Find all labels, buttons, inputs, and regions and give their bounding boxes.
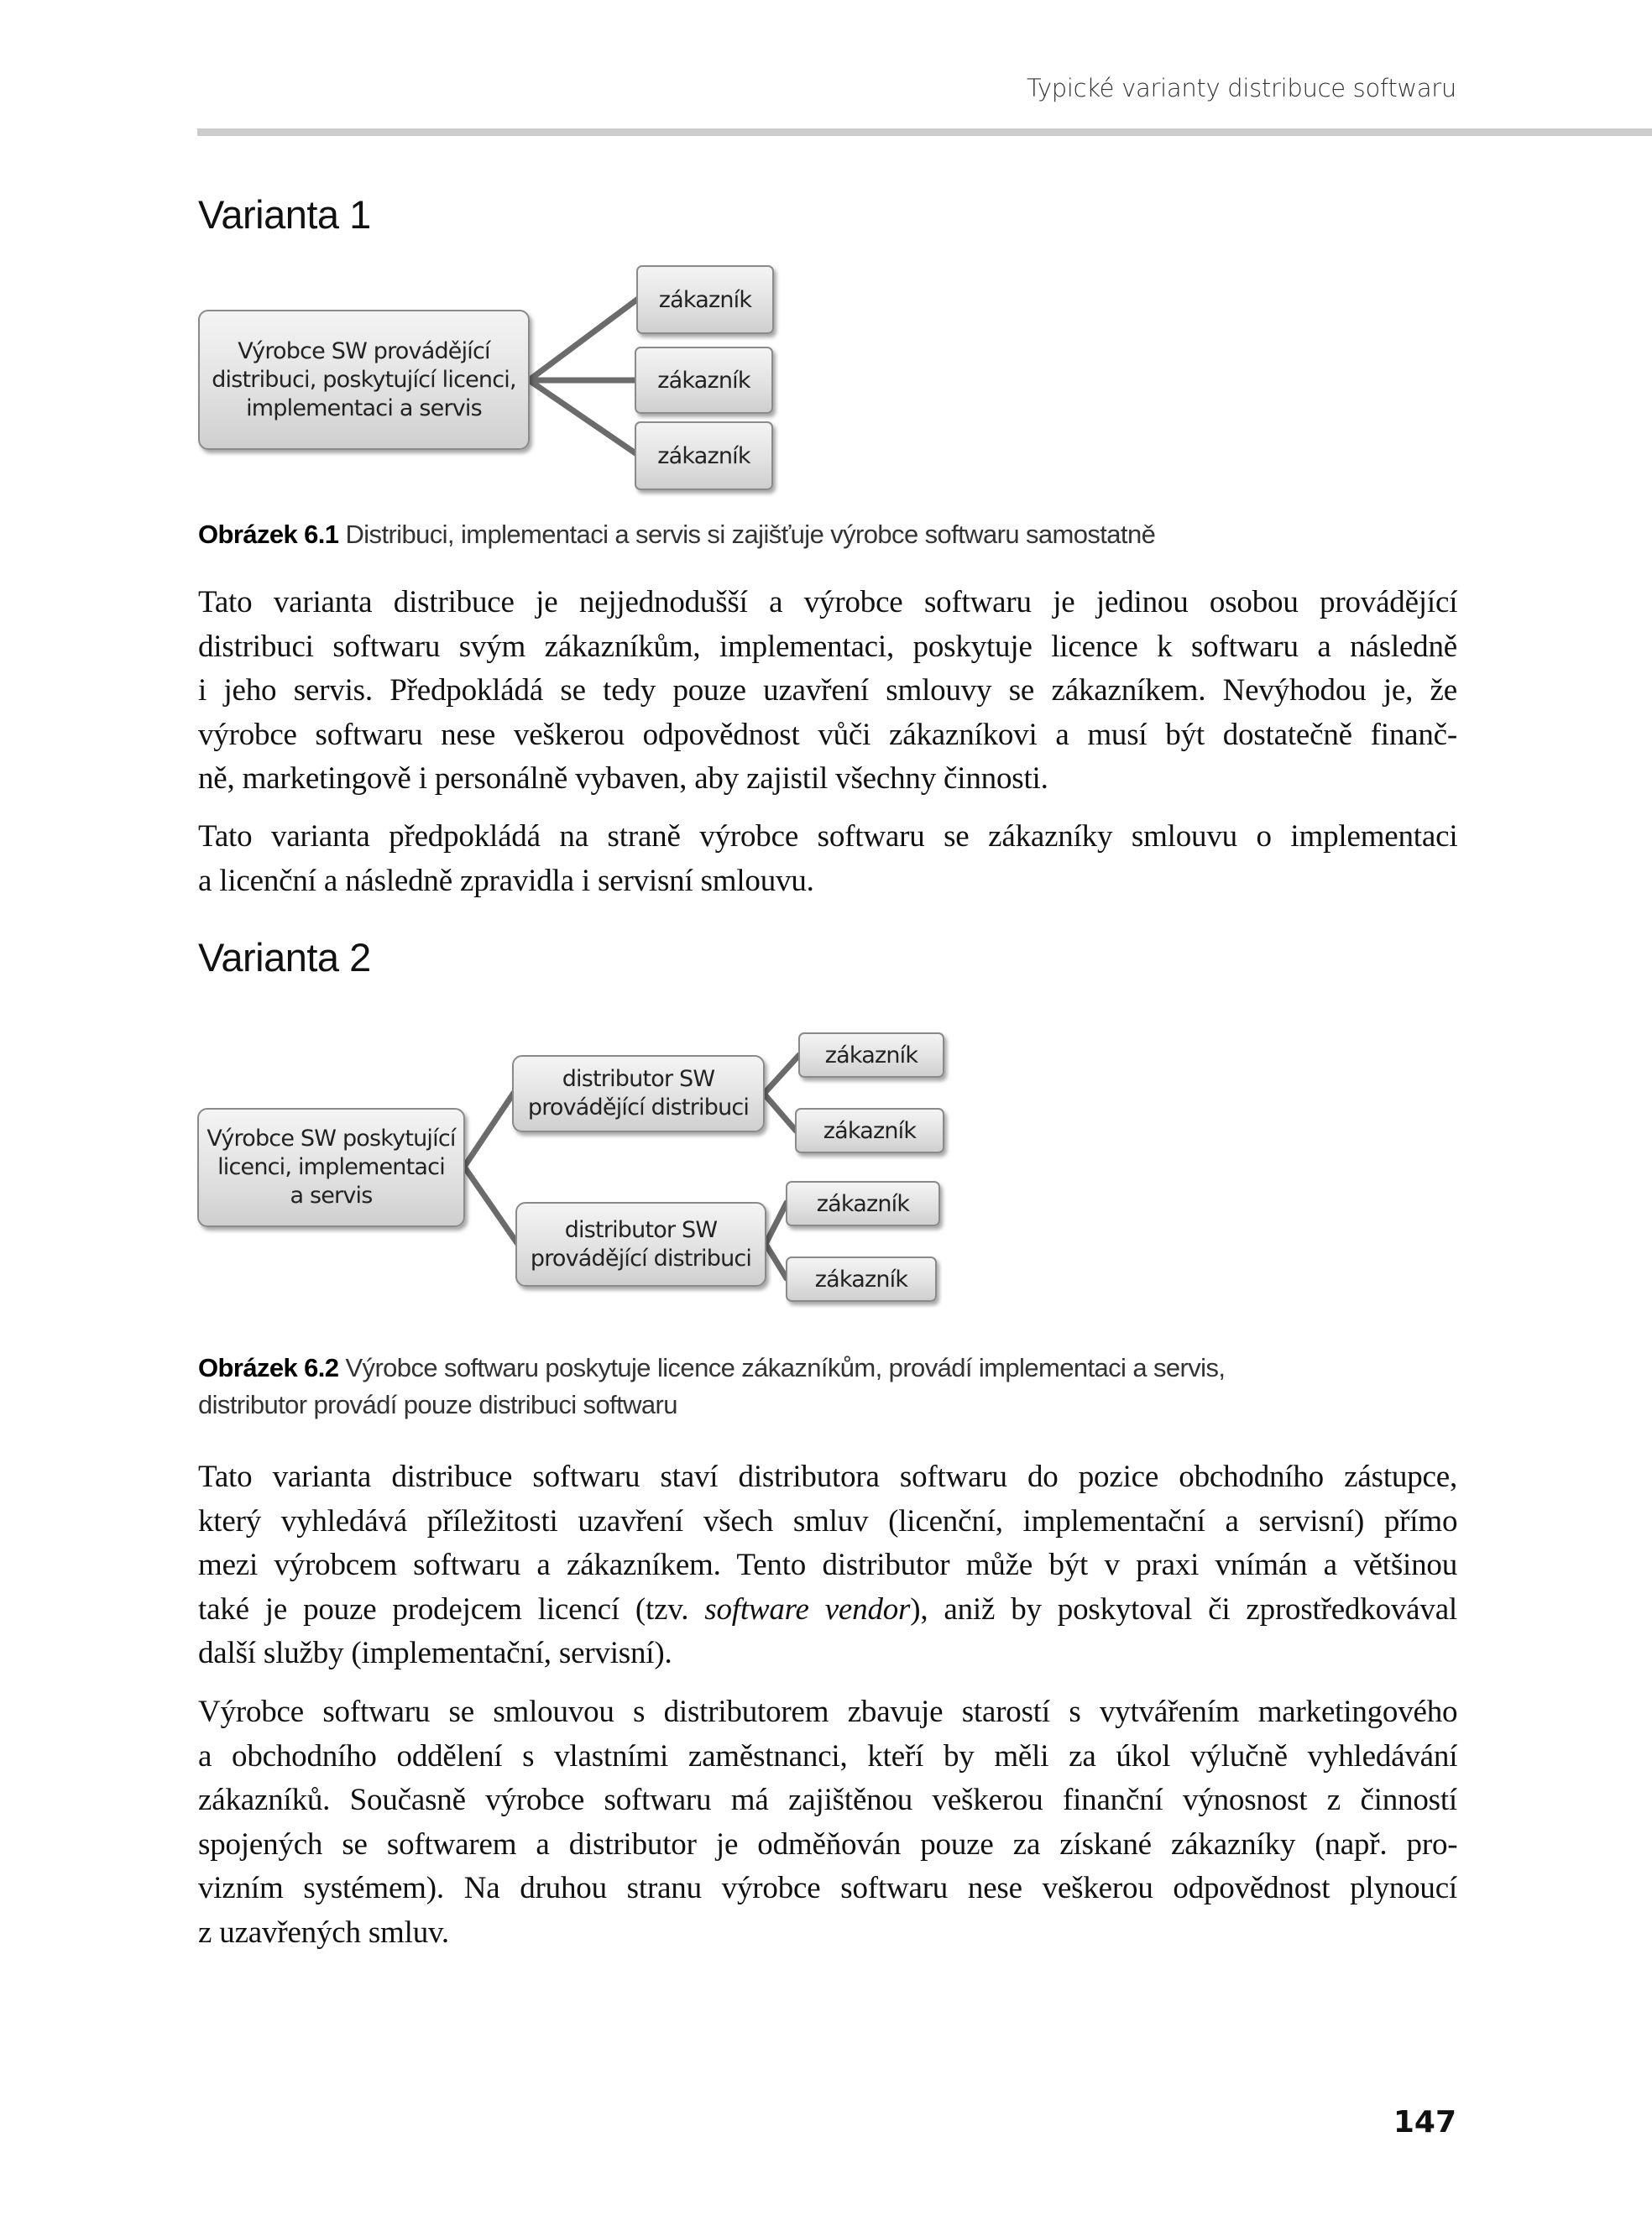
text-line — [198, 1588, 1457, 1633]
v2-customer-label-2: zákazník — [823, 1117, 917, 1144]
connector-v1-customer-3 — [529, 380, 638, 455]
v2-customer-box-2 — [795, 1108, 944, 1153]
caption-label: Obrázek 6.1 — [198, 520, 339, 549]
connector-v2-distributor-2 — [464, 1167, 517, 1243]
v2-customer-label-1: zákazník — [824, 1042, 918, 1068]
text-line: mezi výrobcem softwaru a zákazníkem. Tento distributor může být v praxi vnímán a většinou — [198, 1548, 1458, 1582]
text-line: Tato varianta distribuce softwaru staví distributora softwaru do pozice obchodního zástupce, — [198, 1460, 1457, 1494]
text-line: další služby (implementační, servisní). — [198, 1636, 672, 1670]
v2-source-line-3: a servis — [290, 1183, 373, 1209]
connector-v2-d2-customer-1 — [766, 1203, 787, 1244]
v2-customer-box-3 — [786, 1181, 940, 1226]
v1-customer-label-1: zákazník — [658, 286, 752, 313]
v1-source-box — [198, 310, 530, 450]
paragraph-v2-1 — [198, 1455, 1457, 1676]
connector-v2-distributor-1 — [464, 1093, 514, 1167]
figure-caption-6-1 — [198, 516, 1457, 553]
v2-customer-label-4: zákazník — [814, 1266, 908, 1293]
distributor-line-1: distributor SW — [562, 1066, 715, 1092]
distributor-line-2: provádějící distribuci — [527, 1095, 750, 1121]
text-line: ně, marketingově i personálně vybaven, aby zajistil všechny činnosti. — [198, 761, 1048, 796]
text-segment: ), aniž by poskytoval či zprostředkovával — [910, 1591, 1458, 1627]
v1-customer-box-3 — [635, 421, 773, 490]
text-line: Tato varianta předpokládá na straně výrobce softwaru se zákazníky smlouvu o implementaci — [198, 819, 1458, 854]
paragraph-v1-2 — [198, 815, 1457, 903]
running-header-title: Typické varianty distribuce softwaru — [1026, 74, 1456, 102]
text-line: Výrobce softwaru se smlouvou s distributorem zbavuje starostí s vytvářením marketingového — [198, 1695, 1458, 1729]
text-line: který vyhledává příležitosti uzavření všech smluv (licenční, implementační a servisní) přímo — [198, 1503, 1458, 1539]
caption-text-line-1: Výrobce softwaru poskytuje licence zákazníkům, provádí implementaci a servis, — [345, 1353, 1226, 1382]
caption-text: Distribuci, implementaci a servis si zajišťuje výrobce softwaru samostatně — [345, 520, 1156, 549]
paragraph-v1-1 — [198, 581, 1457, 802]
section-heading-variant-2: Varianta 2 — [198, 935, 371, 980]
connector-v2-d1-customer-1 — [764, 1055, 799, 1094]
connector-v1-customer-1 — [529, 299, 638, 380]
italic-term: software vendor — [704, 1591, 911, 1627]
section-heading-variant-1: Varianta 1 — [198, 192, 371, 237]
v2-customer-box-1 — [798, 1032, 944, 1078]
v2-customer-box-4 — [786, 1257, 937, 1302]
v1-source-line-1: Výrobce SW provádějící — [238, 337, 490, 364]
text-line: distribuci softwaru svým zákazníkům, implementaci, poskytuje licence k softwaru a následně — [198, 629, 1457, 664]
figure-caption-6-2 — [198, 1350, 1457, 1424]
text-line: spojených se softwarem a distributor je odměňován pouze za získané zákazníky (např. pro- — [198, 1826, 1458, 1862]
v1-customer-box-2 — [635, 347, 773, 414]
text-line: vizním systémem). Na druhou stranu výrobce softwaru nese veškerou odpovědnost plynoucí — [198, 1871, 1457, 1905]
page-number: 147 — [1393, 2105, 1456, 2140]
distributor-line-1: distributor SW — [564, 1216, 718, 1243]
v1-customer-label-2: zákazník — [657, 367, 750, 394]
caption-text-line-2: distributor provádí pouze distribuci softwaru — [198, 1390, 677, 1419]
v1-source-line-2: distribuci, poskytující licenci, — [212, 366, 516, 393]
header-rule — [197, 128, 1652, 136]
caption-label: Obrázek 6.2 — [198, 1353, 339, 1382]
distributor-line-2: provádějící distribuci — [530, 1245, 752, 1272]
text-segment: také je pouze prodejcem licencí (tzv. — [198, 1591, 705, 1627]
text-line: Tato varianta distribuce je nejjednodušší a výrobce softwaru je jedinou osobou provádějící — [198, 585, 1458, 619]
v1-source-line-3: implementaci a servis — [246, 394, 482, 421]
v2-source-line-2: licenci, implementaci — [217, 1154, 445, 1180]
v1-customer-label-3: zákazník — [657, 442, 750, 469]
connector-v2-d2-customer-2 — [766, 1244, 787, 1278]
v2-source-box — [197, 1108, 465, 1227]
v2-source-line-1: Výrobce SW poskytující — [206, 1126, 456, 1152]
v1-customer-box-1 — [636, 265, 774, 334]
text-line: zákazníků. Současně výrobce softwaru má zajištěnou veškerou finanční výnosnost z činností — [198, 1783, 1457, 1817]
text-line: výrobce softwaru nese veškerou odpovědnost vůči zákazníkovi a musí být dostatečně finanč- — [198, 717, 1458, 752]
v2-distributor-box-2 — [515, 1202, 766, 1287]
text-line: i jeho servis. Předpokládá se tedy pouze uzavření smlouvy se zákazníkem. Nevýhodou je, že — [198, 673, 1457, 708]
v2-customer-label-3: zákazník — [816, 1190, 910, 1217]
text-line: z uzavřených smluv. — [198, 1915, 449, 1950]
v2-distributor-box-1 — [512, 1055, 765, 1132]
paragraph-v2-2 — [198, 1690, 1457, 1955]
connector-v2-d1-customer-2 — [764, 1094, 796, 1131]
text-line: a obchodního oddělení s vlastními zaměstnanci, kteří by měli za úkol výlučně vyhledávání — [198, 1738, 1458, 1774]
text-line: a licenční a následně zpravidla i servisní smlouvu. — [198, 863, 814, 898]
